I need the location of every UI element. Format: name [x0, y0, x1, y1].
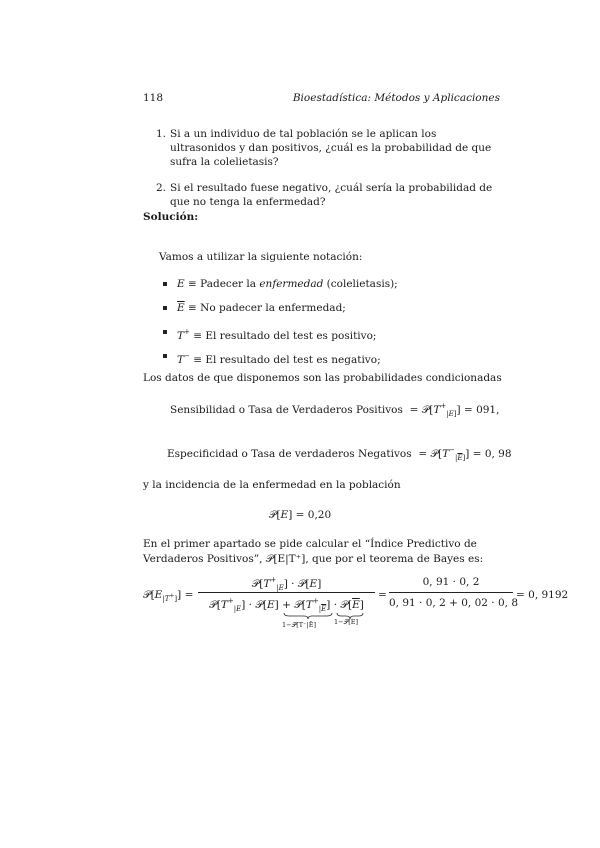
symbol: T [177, 354, 185, 366]
solution-heading: Solución: [143, 211, 199, 223]
notation-item [143, 301, 500, 325]
brace-label: 1−𝒫[T⁻|Ē] [282, 621, 317, 629]
equation-specificity: Especificidad o Tasa de verdaderos Negativos = $𝒫[T^-_{|\overline{E}]}] = 0$, 98 [167, 446, 512, 462]
question-item [143, 181, 500, 209]
running-title: Bioestadística: Métodos y Aplicaciones [292, 92, 500, 104]
denominator: 0, 91 · 0, 2 + 0, 02 · 0, 8 [389, 597, 519, 609]
equation-value: 0, 98 [484, 448, 512, 460]
bayes-fraction-symbolic: $𝒫[T^+_{|E}]$ · 𝒫[E] $𝒫[T^+_{|E}]$ · 𝒫[E] + $𝒫[T^+_{|\overline{E}}]$ · $𝒫[\overline{E}]$ [198, 576, 375, 616]
notation-emph: enfermedad [259, 278, 324, 290]
underbrace-icon [283, 612, 333, 620]
symbol: E [177, 278, 185, 290]
numerator: 0, 91 · 0, 2 [422, 576, 480, 588]
equation-value: 091, [476, 404, 500, 416]
notation-item [143, 349, 500, 373]
bullet-icon [163, 282, 167, 286]
paragraph: Los datos de que disponemos son las probabilidades condicionadas [143, 372, 502, 384]
notation-item [143, 325, 500, 349]
question-text: Si a un individuo de tal población se le aplican los ultrasonidos y dan positivos, ¿cuál es la probabilidad de que sufra la colelietasis? [170, 128, 492, 168]
bayes-lhs: $𝒫[E_{|T^+]}]$ = [143, 589, 194, 603]
notation-text: ≡ El resultado del test es positivo; [189, 330, 377, 342]
paragraph: En el primer apartado se pide calcular el “Índice Predictivo de Verdaderos Positivos”, 𝒫[E|T⁺], que por el teorema de Bayes es: [143, 538, 484, 565]
paragraph: y la incidencia de la enfermedad en la población [143, 479, 401, 491]
equation-incidence: 𝒫[E] = 0,20 [268, 509, 332, 521]
question-number: 2. [156, 182, 167, 194]
symbol-sup: + [184, 328, 190, 336]
question-number: 1. [156, 128, 167, 140]
bayes-fraction-numeric [389, 576, 519, 616]
question-list [143, 127, 500, 221]
question-item [143, 127, 500, 169]
symbol: $\overline{E}$ [177, 302, 185, 314]
equation-value: 0,20 [307, 509, 332, 521]
bayes-result: = 0, 9192 [516, 589, 569, 601]
page-number: 118 [143, 92, 164, 104]
notation-item [143, 277, 500, 301]
question-text: Si el resultado fuese negativo, ¿cuál sería la probabilidad de que no tenga la enfermedad? [170, 182, 493, 208]
notation-text: ≡ El resultado del test es negativo; [189, 354, 381, 366]
notation-list [143, 277, 500, 373]
equals-sign: = [378, 589, 387, 601]
symbol: T [177, 330, 185, 342]
equation-sensitivity: Sensibilidad o Tasa de Verdaderos Positivos = $𝒫[T^+_{|E]}] = 091$, [170, 402, 500, 418]
bullet-icon [163, 354, 167, 358]
bullet-icon [163, 306, 167, 310]
notation-text: ≡ Padecer la [184, 278, 260, 290]
bullet-icon [163, 330, 167, 334]
symbol-sup: − [184, 352, 190, 360]
equation-label: Sensibilidad o Tasa de Verdaderos Positivos [170, 404, 403, 416]
notation-intro: Vamos a utilizar la siguiente notación: [159, 251, 363, 263]
brace-label: 1−𝒫[E] [334, 618, 359, 626]
equation-label: Especificidad o Tasa de verdaderos Negativos [167, 448, 412, 460]
bayes-equation [143, 576, 569, 636]
notation-text: ≡ No padecer la enfermedad; [184, 302, 346, 314]
notation-text: (colelietasis); [323, 278, 398, 290]
